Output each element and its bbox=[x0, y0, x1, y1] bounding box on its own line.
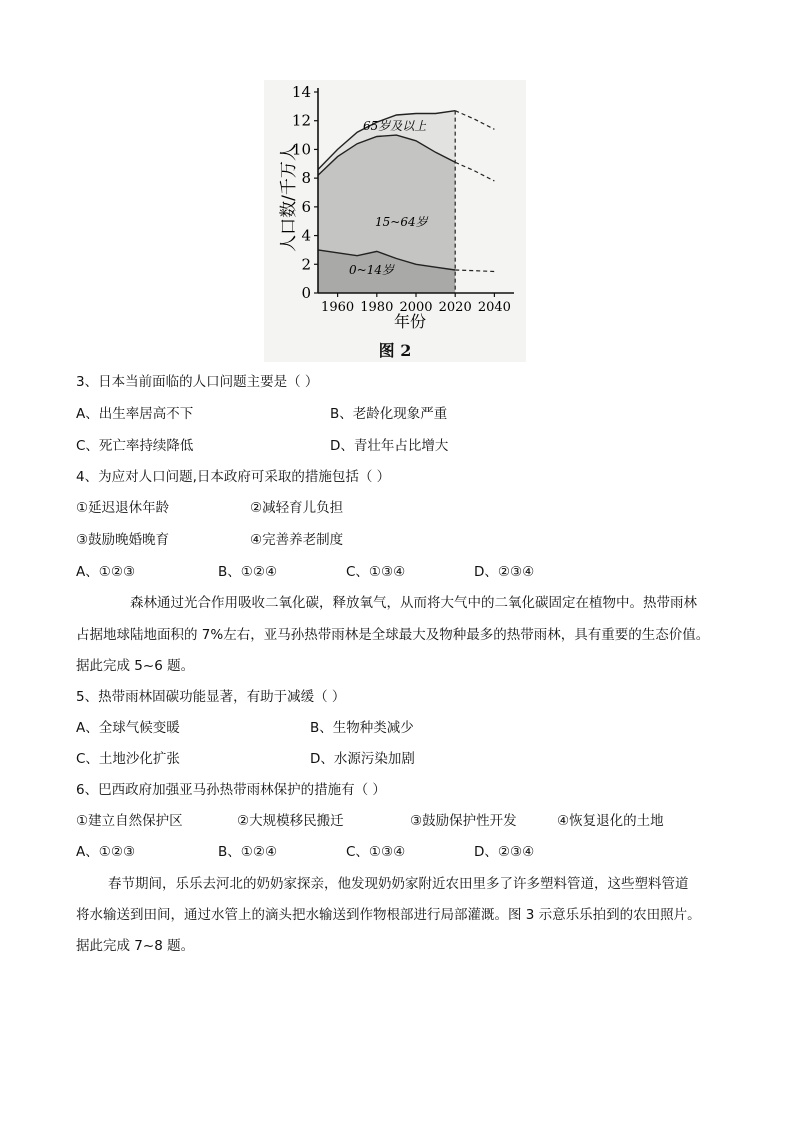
x-tick-label: 2020 bbox=[438, 300, 472, 315]
x-tick-label: 2040 bbox=[477, 300, 511, 315]
question-3-option-c[interactable]: C、死亡率持续降低 bbox=[76, 438, 194, 454]
question-4-statement-2: ②减轻育儿负担 bbox=[250, 500, 344, 516]
y-tick-label: 4 bbox=[301, 226, 311, 245]
y-tick-label: 2 bbox=[301, 255, 311, 274]
x-tick-label: 1960 bbox=[321, 300, 355, 315]
band-label-15-64: 15~64岁 bbox=[375, 215, 428, 229]
question-4-statement-1: ①延迟退休年龄 bbox=[76, 500, 170, 516]
question-5-option-c[interactable]: C、土地沙化扩张 bbox=[76, 751, 180, 767]
question-6-stem: 6、巴西政府加强亚马孙热带雨林保护的措施有（ ） bbox=[76, 782, 386, 798]
band-label-65-plus: 65岁及以上 bbox=[363, 119, 427, 133]
y-tick-label: 8 bbox=[301, 169, 311, 188]
passage-1-line-1: 森林通过光合作用吸收二氧化碳，释放氧气，从而将大气中的二氧化碳固定在植物中。热带雨林 bbox=[130, 595, 697, 611]
projection-under-65 bbox=[455, 162, 494, 181]
question-4-option-c[interactable]: C、①③④ bbox=[346, 564, 406, 580]
passage-2-line-2: 将水输送到田间，通过水管上的滴头把水输送到作物根部进行局部灌溉。图 3 示意乐乐拍到的农田照片。 bbox=[76, 907, 701, 923]
projection-total bbox=[455, 111, 494, 130]
question-3-stem: 3、日本当前面临的人口问题主要是（ ） bbox=[76, 374, 319, 390]
question-5-option-d[interactable]: D、水源污染加剧 bbox=[310, 751, 415, 767]
question-4-statement-3: ③鼓励晚婚晚育 bbox=[76, 532, 170, 548]
question-5-option-a[interactable]: A、全球气候变暖 bbox=[76, 720, 180, 736]
question-4-option-b[interactable]: B、①②④ bbox=[218, 564, 278, 580]
question-4-statement-4: ④完善养老制度 bbox=[250, 532, 344, 548]
y-axis-label: 人口数/千万人 bbox=[279, 144, 299, 252]
question-3-option-d[interactable]: D、青壮年占比增大 bbox=[330, 438, 449, 454]
y-tick-label: 14 bbox=[291, 83, 311, 101]
question-3-option-b[interactable]: B、老龄化现象严重 bbox=[330, 406, 448, 422]
y-tick-label: 10 bbox=[291, 140, 311, 159]
question-6-statement-3: ③鼓励保护性开发 bbox=[410, 813, 517, 829]
question-6-option-d[interactable]: D、②③④ bbox=[474, 844, 535, 860]
passage-1-line-2: 占据地球陆地面积的 7%左右，亚马孙热带雨林是全球最大及物种最多的热带雨林，具有重要的生态价值。 bbox=[76, 627, 710, 643]
question-6-option-c[interactable]: C、①③④ bbox=[346, 844, 406, 860]
question-4-stem: 4、为应对人口问题,日本政府可采取的措施包括（ ） bbox=[76, 469, 391, 485]
question-4-option-a[interactable]: A、①②③ bbox=[76, 564, 136, 580]
question-6-option-a[interactable]: A、①②③ bbox=[76, 844, 136, 860]
projection-young bbox=[455, 270, 494, 272]
figure-caption: 图 2 bbox=[378, 341, 412, 360]
passage-1-line-3: 据此完成 5~6 题。 bbox=[76, 658, 195, 674]
y-tick-label: 6 bbox=[301, 197, 311, 216]
population-figure bbox=[264, 80, 526, 362]
question-6-statement-4: ④恢复退化的土地 bbox=[557, 813, 664, 829]
x-tick-label: 2000 bbox=[399, 300, 433, 315]
question-3-option-a[interactable]: A、出生率居高不下 bbox=[76, 406, 194, 422]
question-6-statement-1: ①建立自然保护区 bbox=[76, 813, 183, 829]
y-tick-label: 12 bbox=[291, 111, 311, 130]
question-4-option-d[interactable]: D、②③④ bbox=[474, 564, 535, 580]
x-tick-label: 1980 bbox=[360, 300, 394, 315]
population-chart bbox=[264, 80, 526, 330]
question-5-option-b[interactable]: B、生物种类减少 bbox=[310, 720, 414, 736]
question-6-option-b[interactable]: B、①②④ bbox=[218, 844, 278, 860]
passage-2-line-1: 春节期间，乐乐去河北的奶奶家探亲，他发现奶奶家附近农田里多了许多塑料管道，这些塑料管道 bbox=[108, 876, 689, 892]
band-label-0-14: 0~14岁 bbox=[349, 263, 394, 277]
y-tick-label: 0 bbox=[301, 284, 311, 302]
passage-2-line-3: 据此完成 7~8 题。 bbox=[76, 938, 195, 954]
question-6-statement-2: ②大规模移民搬迁 bbox=[237, 813, 344, 829]
x-axis-label: 年份 bbox=[393, 312, 427, 330]
question-5-stem: 5、热带雨林固碳功能显著，有助于减缓（ ） bbox=[76, 689, 346, 705]
